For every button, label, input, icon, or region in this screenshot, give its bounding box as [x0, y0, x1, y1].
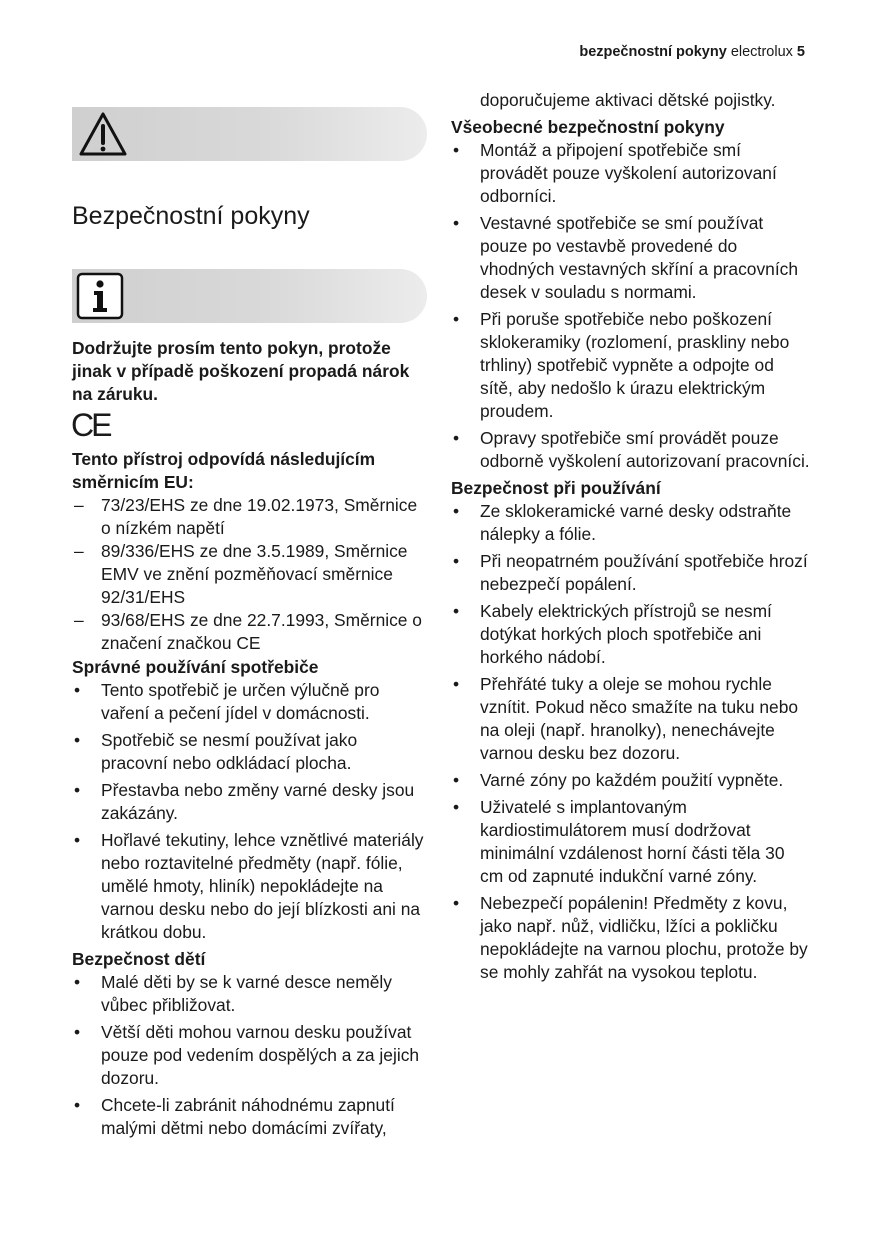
- list-item: • Montáž a připojení spotřebiče smí provádět pouze vyškolení autorizovaní odborníci.: [453, 140, 777, 206]
- warning-triangle-icon: [78, 111, 128, 163]
- list-item: • Malé děti by se k varné desce neměly vůbec přibližovat.: [74, 972, 392, 1015]
- usage-heading: Bezpečnost při používání: [451, 478, 661, 498]
- list-item: • Větší děti mohou varnou desku používat pouze pod vedením dospělých a za jejich dozoru.: [74, 1022, 420, 1088]
- right-column: [451, 89, 811, 988]
- list-item: • Hořlavé tekutiny, lehce vznětlivé materiály nebo roztavitelné předměty (např. fólie, umělé hmoty, hliník) nepokládejte na varnou desku nebo do její blízkosti ani na krátkou dobu.: [74, 830, 424, 942]
- directives-list: [72, 494, 427, 655]
- list-item: • Při neopatrném používání spotřebiče hrozí nebezpečí popálení.: [453, 551, 808, 594]
- list-item: – 89/336/EHS ze dne 3.5.1989, Směrnice EMV ve znění pozměňovací směrnice 92/31/EHS: [74, 541, 408, 607]
- general-heading: Všeobecné bezpečnostní pokyny: [451, 117, 725, 137]
- correct-use-list: [72, 679, 427, 944]
- page-number: 5: [796, 44, 805, 60]
- list-item: • Spotřebič se nesmí používat jako pracovní nebo odkládací plocha.: [74, 730, 358, 773]
- list-item: • Tento spotřebič je určen výlučně pro vaření a pečení jídel v domácnosti.: [74, 680, 380, 723]
- header-section: bezpečnostní pokyny: [579, 44, 727, 60]
- general-list: [451, 139, 811, 473]
- list-item: • Chcete-li zabránit náhodnému zapnutí malými dětmi nebo domácími zvířaty,: [74, 1095, 395, 1138]
- list-item: • Přestavba nebo změny varné desky jsou zakázány.: [74, 780, 415, 823]
- continued-text: doporučujeme aktivaci dětské pojistky.: [480, 90, 776, 110]
- list-item: • Varné zóny po každém použití vypněte.: [453, 770, 784, 790]
- directives-heading: Tento přístroj odpovídá následujícím směrnicím EU:: [72, 449, 376, 492]
- correct-use-heading: Správné používání spotřebiče: [72, 657, 319, 677]
- list-item: • Opravy spotřebiče smí provádět pouze odborně vyškolení autorizovaní pracovníci.: [453, 428, 810, 471]
- list-item: • Přehřáté tuky a oleje se mohou rychle vznítit. Pokud něco smažíte na tuku nebo na oleji (např. hranolky), nenechávejte varnou desku bez dozoru.: [453, 674, 799, 763]
- running-header: [579, 44, 805, 60]
- children-heading: Bezpečnost dětí: [72, 949, 206, 969]
- list-item: – 93/68/EHS ze dne 22.7.1993, Směrnice o značení značkou CE: [74, 610, 422, 653]
- ce-mark: CE: [71, 407, 110, 443]
- list-item: • Při poruše spotřebiče nebo poškození sklokeramiky (rozlomení, praskliny nebo trhliny) spotřebič vypněte a odpojte od sítě, aby nedošlo k úrazu elektrickým proudem.: [453, 309, 790, 421]
- list-item: • Uživatelé s implantovaným kardiostimulátorem musí dodržovat minimální vzdálenost horní části těla 30 cm od zapnuté indukční varné zóny.: [453, 797, 785, 886]
- warranty-note: Dodržujte prosím tento pokyn, protože jinak v případě poškození propadá nárok na záruku.: [72, 338, 410, 404]
- list-item: • Ze sklokeramické varné desky odstraňte nálepky a fólie.: [453, 501, 792, 544]
- children-list: [72, 971, 427, 1140]
- usage-list: [451, 500, 811, 984]
- page-title: Bezpečnostní pokyny: [72, 202, 310, 230]
- list-item: • Nebezpečí popálenin! Předměty z kovu, jako např. nůž, vidličku, lžíci a pokličku nepokládejte na varnou plochu, protože by se mohly zahřát na vysokou teplotu.: [453, 893, 808, 982]
- list-item: – 73/23/EHS ze dne 19.02.1973, Směrnice o nízkém napětí: [74, 495, 418, 538]
- header-brand: electrolux: [730, 44, 793, 60]
- list-item: • Vestavné spotřebiče se smí používat pouze po vestavbě provedené do vhodných vestavných skříní a pracovních desek v souladu s normami.: [453, 213, 799, 302]
- warning-banner: [72, 107, 427, 161]
- list-item: • Kabely elektrických přístrojů se nesmí dotýkat horkých ploch spotřebiče ani horkého nádobí.: [453, 601, 772, 667]
- info-banner: [72, 269, 427, 323]
- left-column: [72, 107, 427, 1144]
- info-icon: [76, 272, 124, 326]
